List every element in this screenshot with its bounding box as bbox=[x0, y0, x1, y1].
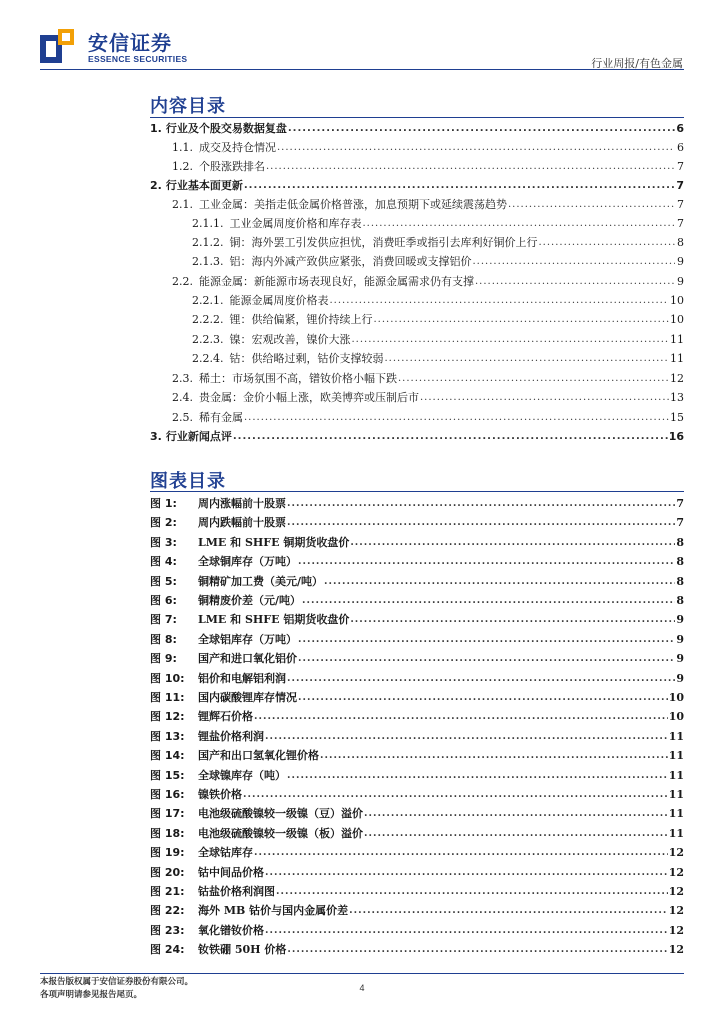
toc-entry-number: 2.1.3. bbox=[192, 255, 224, 268]
toc-entry-page: 16 bbox=[668, 430, 684, 443]
figure-entry-number: 图 6: bbox=[150, 594, 177, 607]
figure-entry-number: 图 18: bbox=[150, 826, 185, 840]
toc-entry[interactable] bbox=[172, 390, 684, 406]
figure-leader-dots bbox=[287, 496, 675, 512]
toc-entry-page: 12 bbox=[670, 372, 684, 385]
figure-entry-number: 图 12: bbox=[150, 710, 185, 724]
figure-entry-page: 8 bbox=[676, 574, 684, 588]
toc-entry[interactable] bbox=[192, 293, 684, 309]
figure-leader-dots bbox=[350, 612, 675, 628]
figure-entry-title: LME 和 SHFE 铝期货收盘价 bbox=[198, 613, 350, 627]
footer-copyright: 本报告版权属于安信证券股份有限公司。 bbox=[40, 977, 194, 987]
toc-entry[interactable] bbox=[192, 216, 684, 232]
toc-entry-page: 10 bbox=[670, 313, 684, 326]
toc-entry-page: 13 bbox=[670, 391, 684, 404]
figure-entry-number: 图 3: bbox=[150, 535, 177, 549]
figure-entry-number: 图 17: bbox=[150, 807, 185, 821]
figure-entry-title: 铜精废价差（元/吨） bbox=[198, 594, 302, 607]
figure-entry-page: 8 bbox=[676, 535, 684, 549]
toc-entry[interactable] bbox=[172, 410, 684, 426]
figure-entry-page: 10 bbox=[668, 710, 684, 724]
toc-entry-number: 2.5. bbox=[172, 411, 193, 424]
toc-entry[interactable] bbox=[172, 274, 684, 290]
company-name-en: ESSENCE SECURITIES bbox=[88, 54, 188, 64]
figure-entry-number: 图 15: bbox=[150, 768, 185, 782]
toc-leader-dots bbox=[277, 140, 675, 156]
toc-leader-dots bbox=[244, 410, 669, 426]
toc-entry-number: 2. bbox=[150, 179, 162, 192]
toc-entry-page: 11 bbox=[670, 333, 684, 346]
toc-entry-number: 2.2.3. bbox=[192, 333, 224, 346]
toc-entry[interactable] bbox=[192, 254, 684, 270]
figure-entry-page: 11 bbox=[668, 768, 684, 782]
figure-leader-dots bbox=[276, 884, 668, 900]
figure-leader-dots bbox=[298, 554, 675, 570]
toc-entry[interactable] bbox=[192, 351, 684, 367]
figure-leader-dots bbox=[320, 748, 668, 764]
figure-entry-number: 图 14: bbox=[150, 749, 185, 763]
company-name-cn: 安信证券 bbox=[88, 31, 172, 55]
figure-entry[interactable] bbox=[150, 768, 684, 784]
figure-entry-title: 钕铁硼 50H 价格 bbox=[198, 943, 287, 957]
toc-entry-number: 2.1. bbox=[172, 198, 193, 211]
figure-entry-number: 图 16: bbox=[150, 788, 185, 801]
figure-leader-dots bbox=[364, 826, 668, 842]
toc-entry-title: 稀有金属 bbox=[199, 411, 243, 424]
figure-entry[interactable] bbox=[150, 903, 684, 919]
toc-entry-title: 锂：供给偏紧，锂价持续上行 bbox=[229, 313, 373, 326]
figure-leader-dots bbox=[254, 845, 668, 861]
page-number: 4 bbox=[359, 983, 365, 993]
figure-entry[interactable] bbox=[150, 671, 684, 687]
figure-leader-dots bbox=[350, 535, 675, 551]
toc-leader-dots bbox=[539, 235, 676, 251]
report-type: 行业周报/有色金属 bbox=[591, 57, 683, 70]
figure-entry[interactable] bbox=[150, 515, 684, 531]
figure-leader-dots bbox=[287, 768, 668, 784]
toc-entry-title: 铝：海内外减产致供应紧张，消费回暖或支撑铝价 bbox=[229, 255, 472, 268]
toc-leader-dots bbox=[420, 390, 669, 406]
figure-leader-dots bbox=[254, 709, 668, 725]
toc-entry-number: 2.2.4. bbox=[192, 352, 224, 365]
figure-entry-page: 9 bbox=[676, 613, 684, 627]
figure-entry-title: 氧化镨钕价格 bbox=[198, 923, 264, 937]
figure-entry[interactable] bbox=[150, 496, 684, 512]
toc-leader-dots bbox=[330, 293, 670, 309]
toc-leader-dots bbox=[374, 312, 670, 328]
toc-entry-page: 7 bbox=[677, 198, 684, 211]
toc-entry-title: 行业及个股交易数据复盘 bbox=[165, 122, 287, 135]
toc-entry[interactable] bbox=[172, 159, 684, 175]
contents-title: 内容目录 bbox=[150, 96, 226, 117]
footer-divider bbox=[40, 973, 684, 974]
figure-entry-number: 图 10: bbox=[150, 671, 185, 685]
figures-divider bbox=[150, 491, 684, 492]
toc-leader-dots bbox=[288, 121, 675, 137]
toc-entry[interactable] bbox=[172, 197, 684, 213]
figure-entry-title: 镍铁价格 bbox=[198, 788, 242, 801]
figure-entry-number: 图 24: bbox=[150, 943, 185, 957]
figure-entry-page: 12 bbox=[668, 923, 684, 937]
figure-entry-title: 周内跌幅前十股票 bbox=[198, 516, 286, 530]
toc-entry-title: 成交及持仓情况 bbox=[199, 141, 276, 154]
figure-entry-title: 锂盐价格利润 bbox=[198, 729, 264, 743]
figure-leader-dots bbox=[265, 729, 668, 745]
figure-entry-number: 图 20: bbox=[150, 865, 185, 879]
figure-entry-title: LME 和 SHFE 铜期货收盘价 bbox=[198, 535, 350, 549]
figure-entry-number: 图 23: bbox=[150, 923, 185, 937]
figure-entry[interactable] bbox=[150, 806, 684, 822]
toc-entry[interactable] bbox=[150, 429, 684, 445]
toc-leader-dots bbox=[233, 429, 668, 445]
essence-logo-icon bbox=[40, 29, 74, 63]
toc-entry-title: 铜：海外罢工引发供应担忧，消费旺季或指引去库利好铜价上行 bbox=[229, 236, 538, 249]
toc-leader-dots bbox=[352, 332, 670, 348]
figure-entry[interactable] bbox=[150, 748, 684, 764]
figure-entry-page: 8 bbox=[676, 555, 684, 569]
figure-entry-page: 12 bbox=[668, 846, 684, 860]
figure-entry-number: 图 22: bbox=[150, 904, 185, 918]
figure-entry-title: 全球铝库存（万吨） bbox=[198, 632, 297, 646]
toc-entry-number: 1. bbox=[150, 122, 162, 135]
toc-entry-title: 稀土：市场氛围不高，镨钕价格小幅下跌 bbox=[199, 372, 397, 385]
toc-entry-number: 2.3. bbox=[172, 372, 193, 385]
figure-entry-title: 国产和出口氢氧化锂价格 bbox=[198, 749, 319, 763]
figure-entry[interactable] bbox=[150, 554, 684, 570]
figure-leader-dots bbox=[364, 806, 668, 822]
figure-entry-title: 钴中间品价格 bbox=[198, 865, 264, 879]
figure-leader-dots bbox=[265, 923, 668, 939]
toc-entry-page: 6 bbox=[677, 141, 684, 154]
toc-entry-number: 2.1.1. bbox=[192, 217, 224, 230]
figure-entry-title: 全球镍库存（吨） bbox=[198, 768, 286, 782]
figure-leader-dots bbox=[243, 787, 668, 803]
toc-leader-dots bbox=[244, 178, 675, 194]
toc-entry[interactable] bbox=[192, 235, 684, 251]
figure-entry-number: 图 11: bbox=[150, 691, 185, 704]
figure-leader-dots bbox=[287, 515, 675, 531]
figure-entry-page: 7 bbox=[676, 497, 684, 510]
toc-entry-number: 2.2.2. bbox=[192, 313, 224, 326]
figure-entry-page: 11 bbox=[668, 749, 684, 763]
toc-entry[interactable] bbox=[192, 312, 684, 328]
figure-entry-title: 国产和进口氧化铝价 bbox=[198, 652, 297, 666]
figure-entry-number: 图 21: bbox=[150, 885, 185, 898]
toc-entry-number: 2.4. bbox=[172, 391, 193, 404]
figure-entry-page: 9 bbox=[676, 632, 684, 646]
figure-entry-number: 图 9: bbox=[150, 652, 177, 666]
figure-entry-page: 11 bbox=[668, 826, 684, 840]
figure-entry[interactable] bbox=[150, 593, 684, 609]
figure-entry-number: 图 1: bbox=[150, 497, 177, 510]
figure-entry-title: 周内涨幅前十股票 bbox=[198, 497, 286, 510]
toc-entry-title: 贵金属：金价小幅上涨，欧美博弈或压制后市 bbox=[199, 391, 419, 404]
footer-statement: 各项声明请参见报告尾页。 bbox=[40, 990, 143, 1000]
toc-entry-page: 6 bbox=[676, 122, 684, 135]
toc-entry-number: 3. bbox=[150, 430, 162, 443]
figure-entry-page: 12 bbox=[668, 943, 684, 957]
figure-entry-title: 全球铜库存（万吨） bbox=[198, 555, 297, 569]
toc-entry-title: 行业基本面更新 bbox=[165, 179, 243, 192]
figure-entry-page: 8 bbox=[676, 594, 684, 607]
contents-divider bbox=[150, 117, 684, 118]
figure-leader-dots bbox=[302, 593, 675, 609]
figure-leader-dots bbox=[298, 690, 668, 706]
figure-leader-dots bbox=[265, 865, 668, 881]
figure-entry[interactable] bbox=[150, 535, 684, 551]
toc-leader-dots bbox=[363, 216, 676, 232]
figure-entry[interactable] bbox=[150, 942, 684, 958]
toc-entry-title: 行业新闻点评 bbox=[165, 430, 232, 443]
toc-entry[interactable] bbox=[172, 140, 684, 156]
toc-entry-page: 15 bbox=[670, 411, 684, 424]
figure-entry-title: 铝价和电解铝利润 bbox=[198, 671, 286, 685]
toc-leader-dots bbox=[266, 159, 675, 175]
figure-entry[interactable] bbox=[150, 709, 684, 725]
figure-entry-title: 全球钴库存 bbox=[198, 846, 253, 860]
toc-entry[interactable] bbox=[172, 371, 684, 387]
toc-leader-dots bbox=[398, 371, 669, 387]
toc-entry-page: 7 bbox=[676, 179, 684, 192]
figure-entry-page: 11 bbox=[668, 729, 684, 743]
figure-entry[interactable] bbox=[150, 923, 684, 939]
toc-entry[interactable] bbox=[192, 332, 684, 348]
page-header bbox=[0, 0, 724, 70]
toc-entry-page: 9 bbox=[677, 255, 684, 268]
toc-entry-page: 11 bbox=[670, 352, 684, 365]
toc-entry-title: 能源金属：新能源市场表现良好，能源金属需求仍有支撑 bbox=[199, 275, 474, 288]
figure-entry[interactable] bbox=[150, 632, 684, 648]
figure-entry-title: 锂辉石价格 bbox=[198, 710, 253, 724]
figure-leader-dots bbox=[298, 651, 675, 667]
figure-entry-page: 11 bbox=[668, 788, 684, 801]
figure-entry[interactable] bbox=[150, 865, 684, 881]
toc-entry-page: 10 bbox=[670, 294, 684, 307]
figure-entry-number: 图 2: bbox=[150, 516, 177, 530]
figure-entry-title: 铜精矿加工费（美元/吨） bbox=[198, 574, 324, 588]
figure-entry-number: 图 5: bbox=[150, 574, 177, 588]
figure-entry-number: 图 19: bbox=[150, 846, 185, 860]
header-divider bbox=[40, 69, 684, 70]
toc-leader-dots bbox=[385, 351, 670, 367]
figure-entry[interactable] bbox=[150, 574, 684, 590]
toc-entry-page: 8 bbox=[677, 236, 684, 249]
figure-entry-page: 10 bbox=[668, 691, 684, 704]
toc-entry-title: 工业金属：美指走低金属价格普涨，加息预期下或延续震荡趋势 bbox=[199, 198, 507, 211]
figure-entry-number: 图 13: bbox=[150, 729, 185, 743]
toc-entry-title: 工业金属周度价格和库存表 bbox=[229, 217, 362, 230]
figure-leader-dots bbox=[324, 574, 675, 590]
toc-entry[interactable] bbox=[150, 121, 684, 137]
figure-entry-page: 11 bbox=[668, 807, 684, 821]
toc-leader-dots bbox=[475, 274, 675, 290]
figure-entry-title: 电池级硫酸镍较一级镍（豆）溢价 bbox=[198, 807, 363, 821]
figures-title: 图表目录 bbox=[150, 471, 226, 492]
figure-entry-page: 7 bbox=[676, 516, 684, 530]
figure-entry-title: 国内碳酸锂库存情况 bbox=[198, 691, 297, 704]
toc-entry[interactable] bbox=[150, 178, 684, 194]
figure-entry-page: 12 bbox=[668, 865, 684, 879]
toc-leader-dots bbox=[473, 254, 676, 270]
figure-entry-page: 9 bbox=[676, 671, 684, 685]
toc-entry-number: 1.2. bbox=[172, 160, 193, 173]
toc-entry-page: 9 bbox=[677, 275, 684, 288]
toc-entry-number: 2.2.1. bbox=[192, 294, 224, 307]
figure-leader-dots bbox=[287, 942, 667, 958]
toc-entry-number: 2.1.2. bbox=[192, 236, 224, 249]
toc-entry-title: 钴：供给略过剩，钴价支撑较弱 bbox=[229, 352, 384, 365]
figure-entry-title: 电池级硫酸镍较一级镍（板）溢价 bbox=[198, 826, 363, 840]
figure-entry[interactable] bbox=[150, 729, 684, 745]
toc-entry-title: 个股涨跌排名 bbox=[199, 160, 265, 173]
figure-entry-title: 海外 MB 钴价与国内金属价差 bbox=[198, 904, 349, 918]
figure-entry[interactable] bbox=[150, 826, 684, 842]
toc-entry-number: 1.1. bbox=[172, 141, 193, 154]
figure-entry-page: 9 bbox=[676, 652, 684, 666]
figure-entry-number: 图 4: bbox=[150, 555, 177, 569]
figure-leader-dots bbox=[349, 903, 668, 919]
figure-leader-dots bbox=[298, 632, 675, 648]
figure-entry[interactable] bbox=[150, 845, 684, 861]
toc-entry-page: 7 bbox=[677, 160, 684, 173]
figure-entry[interactable] bbox=[150, 787, 684, 803]
figure-entry-title: 钴盐价格利润图 bbox=[198, 885, 275, 898]
figure-leader-dots bbox=[287, 671, 675, 687]
figure-entry-page: 12 bbox=[668, 904, 684, 918]
toc-leader-dots bbox=[508, 197, 675, 213]
toc-entry-page: 7 bbox=[677, 217, 684, 230]
figure-entry[interactable] bbox=[150, 651, 684, 667]
figure-entry[interactable] bbox=[150, 884, 684, 900]
figure-entry-number: 图 8: bbox=[150, 632, 177, 646]
figure-entry-page: 12 bbox=[668, 885, 684, 898]
figure-entry[interactable] bbox=[150, 690, 684, 706]
toc-entry-title: 镍：宏观改善，镍价大涨 bbox=[229, 333, 351, 346]
figure-entry[interactable] bbox=[150, 612, 684, 628]
figure-entry-number: 图 7: bbox=[150, 613, 177, 627]
toc-entry-number: 2.2. bbox=[172, 275, 193, 288]
toc-entry-title: 能源金属周度价格表 bbox=[229, 294, 329, 307]
